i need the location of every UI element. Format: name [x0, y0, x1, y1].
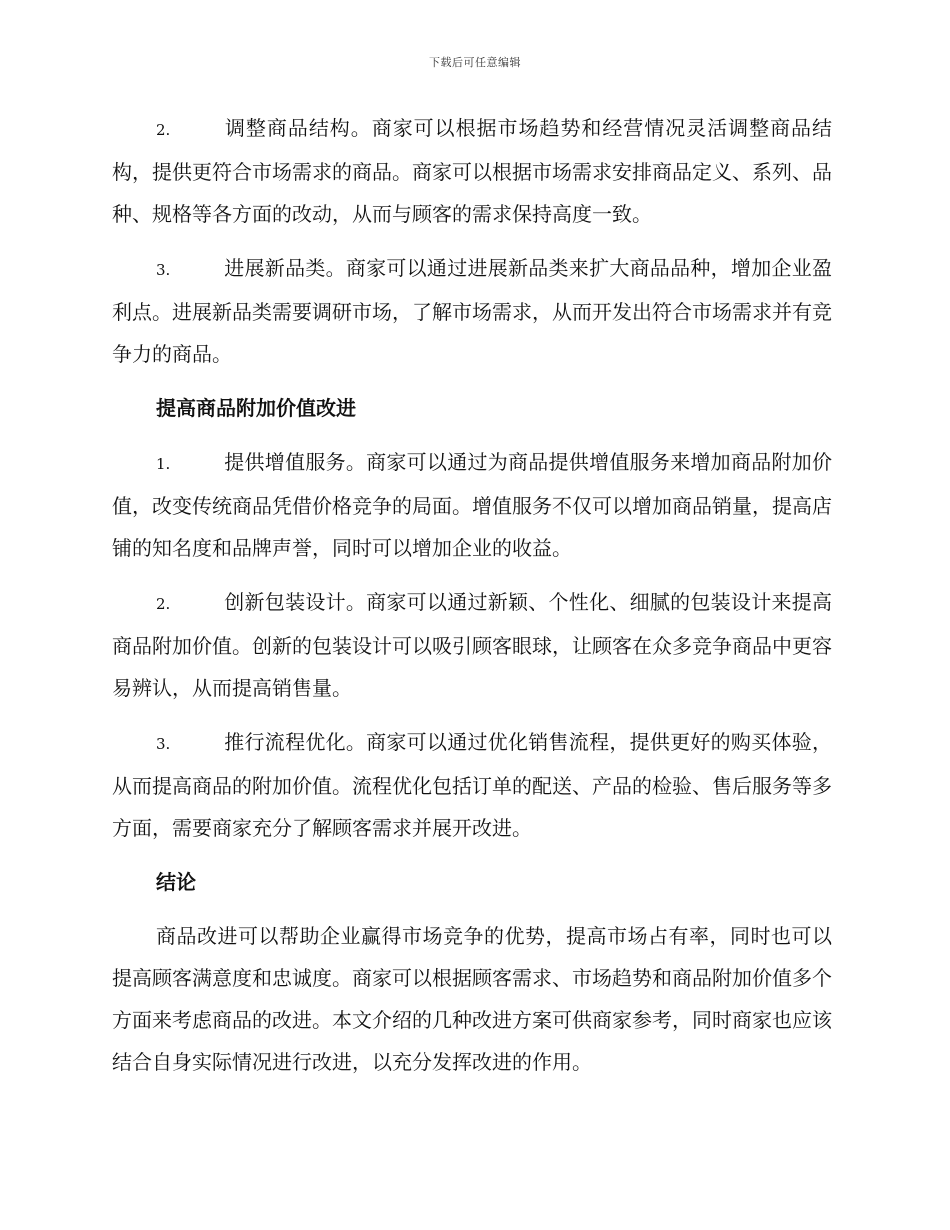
body-paragraph: 商品改进可以帮助企业赢得市场竞争的优势，提高市场占有率，同时也可以提高顾客满意度和忠诚度。商家可以根据顾客需求、市场趋势和商品附加价值多个方面来考虑商品的改进。本文介绍的几种改进方案可供商家参考，同时商家也应该结合自身实际情况进行改进，以充分发挥改进的作用。	[112, 924, 832, 1074]
list-item-text: 进展新品类。商家可以通过进展新品类来扩大商品品种，增加企业盈利点。进展新品类需要调研市场，了解市场需求，从而开发出符合市场需求并有竞争力的商品。	[112, 256, 832, 366]
list-item-text: 创新包装设计。商家可以通过新颖、个性化、细腻的包装设计来提高商品附加价值。创新的包装设计可以吸引顾客眼球，让顾客在众多竞争商品中更容易辨认，从而提高销售量。	[112, 590, 832, 700]
list-item-number: 2.	[156, 595, 171, 613]
list-item-number: 1.	[156, 455, 171, 473]
list-item	[112, 107, 832, 235]
page-header: 下载后可任意编辑	[429, 56, 521, 69]
section-heading: 结论	[156, 870, 196, 894]
list-item	[112, 441, 832, 569]
list-item	[112, 247, 832, 375]
list-item-text: 提供增值服务。商家可以通过为商品提供增值服务来增加商品附加价值，改变传统商品凭借价格竞争的局面。增值服务不仅可以增加商品销量，提高店铺的知名度和品牌声誉，同时可以增加企业的收益。	[112, 450, 832, 560]
list-item-text: 调整商品结构。商家可以根据市场趋势和经营情况灵活调整商品结构，提供更符合市场需求的商品。商家可以根据市场需求安排商品定义、系列、品种、规格等各方面的改动，从而与顾客的需求保持高度一致。	[112, 116, 832, 226]
list-item-text: 推行流程优化。商家可以通过优化销售流程，提供更好的购买体验，从而提高商品的附加价值。流程优化包括订单的配送、产品的检验、售后服务等多方面，需要商家充分了解顾客需求并展开改进。	[112, 730, 832, 840]
list-item	[112, 721, 832, 849]
document-body	[112, 107, 832, 1095]
list-item-number: 2.	[156, 121, 171, 139]
list-item	[112, 581, 832, 709]
list-item-number: 3.	[156, 735, 171, 753]
list-item-number: 3.	[156, 261, 171, 279]
section-heading: 提高商品附加价值改进	[156, 396, 356, 420]
